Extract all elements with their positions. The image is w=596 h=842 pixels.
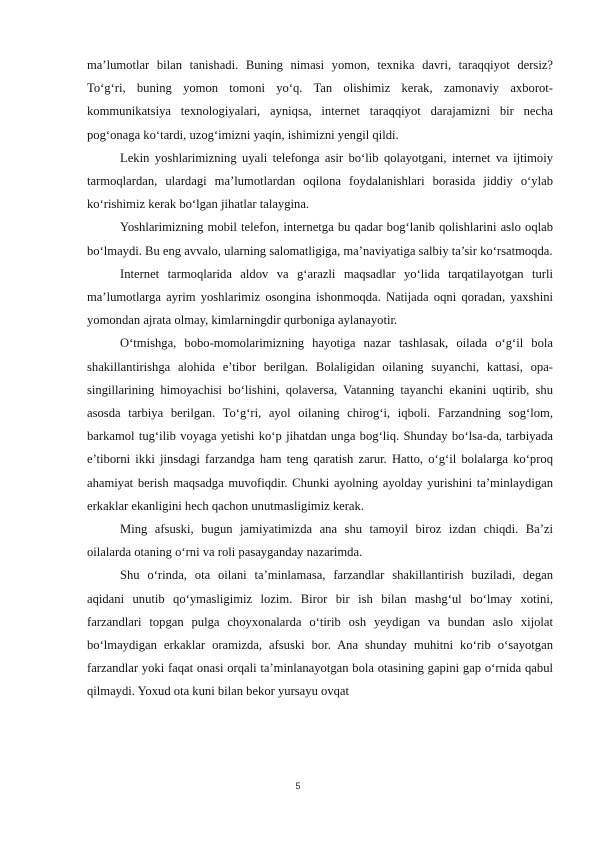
page-number: 5 [295, 781, 301, 791]
paragraph: ma’lumotlar bilan tanishadi. Buning nimasi yomon, texnika davri, taraqqiyot dersiz? To‘g‘ri, buning yomon tomoni yo‘q. Tan olishimiz kerak, zamonaviy axborot-kommunikatsiya texnologiyalari, ayniqsa, internet taraqqiyot darajamizni bir necha pog‘onaga ko‘tardi, uzog‘imizni yaqin, ishimizni yengil qildi. [87, 58, 553, 142]
paragraph: O‘tmishga, bobo-momolarimizning hayotiga nazar tashlasak, oilada o‘g‘il bola shakillantirishga alohida e’tibor berilgan. Bolaligidan oilaning suyanchi, kattasi, opa-singillarining himoyachisi bo‘lishini, qolaversa, Vatanning tayanchi ekanini uqtirib, shu asosda tarbiya berilgan. To‘g‘ri, ayol oilaning chirog‘i, iqboli. Farzandning sog‘lom, barkamol tug‘ilib voyaga yetishi ko‘p jihatdan unga bog‘liq. Shunday bo‘lsa-da, tarbiyada e’tiborni ikki jinsdagi farzandga ham teng qaratish zarur. Hatto, o‘g‘il bolalarga ko‘proq ahamiyat berish maqsadga muvofiqdir. Chunki ayolning ayolday yurishini ta’minlaydigan erkaklar ekanligini hech qachon unutmasligimiz kerak. [87, 336, 553, 513]
paragraph: Shu o‘rinda, ota oilani ta’minlamasa, farzandlar shakillantirish buziladi, degan aqidani unutib qo‘ymasligimiz lozim. Biror bir ish bilan mashg‘ul bo‘lmay xotini, farzandlari topgan pulga choyxonalarda o‘tirib osh yeydigan va bundan aslo xijolat bo‘lmaydigan erkaklar oramizda, afsuski bor. Ana shunday muhitni ko‘rib o‘sayotgan farzandlar yoki faqat onasi orqali ta’minlanayotgan bola otasining gapini gap o‘rnida qabul qilmaydi. Yoxud ota kuni bilan bekor yursayu ovqat [87, 568, 553, 699]
paragraph: Yoshlarimizning mobil telefon, internetga bu qadar bog‘lanib qolishlarini aslo oqlab bo‘lmaydi. Bu eng avvalo, ularning salomatligiga, ma’naviyatiga salbiy ta’sir ko‘rsatmoqda. [87, 220, 553, 258]
paragraph: Ming afsuski, bugun jamiyatimizda ana shu tamoyil biroz izdan chiqdi. Ba’zi oilalarda otaning o‘rni va roli pasayganday nazarimda. [87, 522, 553, 560]
paragraph: Lekin yoshlarimizning uyali telefonga asir bo‘lib qolayotgani, internet va ijtimoiy tarmoqlardan, ulardagi ma’lumotlardan oqilona foydalanishlari borasida jiddiy o‘ylab ko‘rishimiz kerak bo‘lgan jihatlar talaygina. [87, 150, 553, 212]
paragraph: Internet tarmoqlarida aldov va g‘arazli maqsadlar yo‘lida tarqatilayotgan turli ma’lumotlarga ayrim yoshlarimiz osongina ishonmoqda. Natijada oqni qoradan, yaxshini yomondan ajrata olmay, kimlarningdir qurboniga aylanayotir. [87, 266, 553, 328]
body-text [87, 54, 553, 704]
